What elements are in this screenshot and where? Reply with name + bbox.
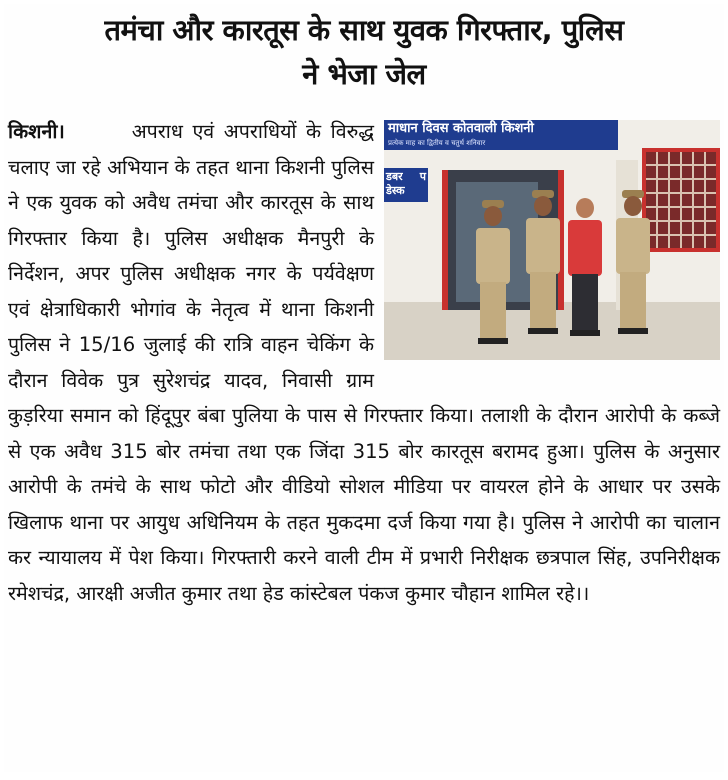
article-body — [8, 114, 720, 611]
news-photo — [384, 120, 720, 360]
headline-line-1: तमंचा और कारतूस के साथ युवक गिरफ्तार, पुलिस — [104, 13, 624, 47]
photo-sign: डबर प डेस्क — [384, 168, 428, 202]
dateline: किशनी। — [8, 120, 65, 143]
headline-line-2: ने भेजा जेल — [302, 57, 426, 91]
photo-window — [642, 148, 720, 252]
photo-banner: माधान दिवस कोतवाली किशनी — [384, 120, 618, 150]
news-clipping — [4, 4, 724, 772]
headline — [10, 8, 718, 96]
photo-banner-subtext: प्रत्येक माह का द्वितीय व चतुर्थ शनिवार — [388, 139, 486, 147]
article-text: अपराध एवं अपराधियों के विरुद्ध चलाए जा रहे अभियान के तहत थाना किशनी पुलिस ने एक युवक को अवैध तमंचा और कारतूस के साथ गिरफ्तार किया है। पुलिस अधीक्षक मैनपुरी के निर्देशन, अपर पुलिस अधीक्षक नगर के पर्यवेक्षण एवं क्षेत्राधिकारी भोगांव के नेतृत्व में थाना किशनी पुलिस ने 15/16 जुलाई की रात्रि वाहन चेकिंग के दौरान विवेक पुत्र सुरेशचंद्र यादव, निवासी ग्राम कुड़रिया समान को हिंदूपुर बंबा पुलिया के पास से गिरफ्तार किया। तलाशी के दौरान आरोपी के कब्जे से एक अवैध 315 बोर तमंचा तथा एक जिंदा 315 बोर कारतूस बरामद हुआ। पुलिस के अनुसार आरोपी के तमंचे के साथ फोटो और वीडियो सोशल मीडिया पर वायरल होने के आधार पर उसके खिलाफ थाना पर आयुध अधिनियम के तहत मुकदमा दर्ज किया गया है। पुलिस ने आरोपी का चालान कर न्यायालय में पेश किया। गिरफ्तारी करने वाली टीम में प्रभारी निरीक्षक छत्रपाल सिंह, उपनिरीक्षक रमेशचंद्र, आरक्षी अजीत कुमार तथा हेड कांस्टेबल पंकज कुमार चौहान शामिल रहे।। — [8, 120, 720, 605]
